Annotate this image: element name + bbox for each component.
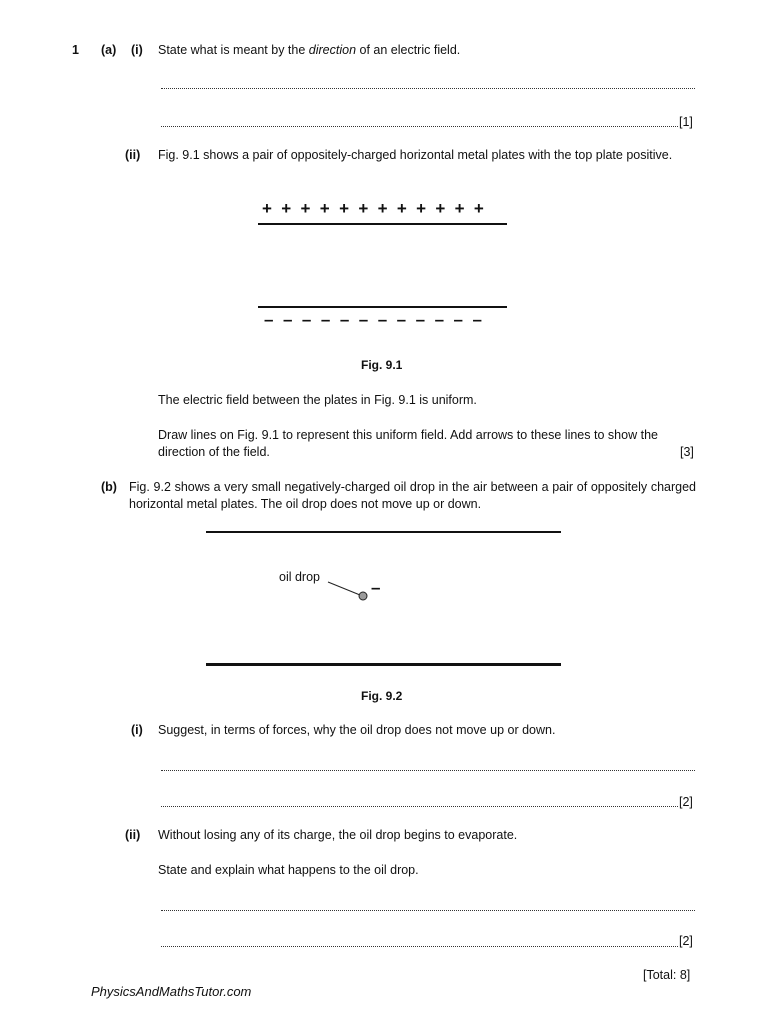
question-text-pre: State what is meant by the: [158, 43, 309, 57]
total-marks: [Total: 8]: [643, 968, 691, 982]
mark-allocation: [3]: [680, 445, 694, 459]
top-plate: [258, 223, 507, 225]
drawing-instruction: Draw lines on Fig. 9.1 to represent this uniform field. Add arrows to these lines to show the direction of the field.: [158, 428, 658, 459]
part-a-i-label: (i): [131, 43, 143, 57]
figure-caption: Fig. 9.1: [361, 358, 403, 372]
plus-sign: +: [473, 199, 484, 218]
question-text-post: of an electric field.: [356, 43, 461, 57]
mark-allocation: [1]: [679, 115, 693, 129]
plus-sign: +: [319, 199, 330, 218]
minus-sign: –: [264, 310, 274, 329]
part-a-ii-question: Fig. 9.1 shows a pair of oppositely-charged horizontal metal plates with the top plate positive.: [158, 148, 673, 162]
part-a-ii-label: (ii): [125, 148, 141, 162]
minus-sign: –: [339, 310, 350, 329]
question-number: 1: [72, 43, 79, 57]
minus-sign: –: [396, 310, 407, 329]
answer-line[interactable]: [161, 126, 678, 127]
plus-sign: +: [300, 199, 311, 218]
minus-sign: –: [320, 310, 331, 329]
oil-drop-charge: –: [371, 578, 381, 597]
minus-sign: –: [358, 310, 369, 329]
oil-drop-icon: [359, 592, 367, 600]
plus-sign: +: [454, 199, 465, 218]
part-b-question: Fig. 9.2 shows a very small negatively-charged oil drop in the air between a pair of oppositely charged horizontal metal plates. The oil drop does not move up or down.: [129, 480, 696, 511]
oil-drop-label: oil drop: [279, 570, 320, 584]
part-b-i-question: Suggest, in terms of forces, why the oil drop does not move up or down.: [158, 723, 556, 737]
negative-charges: [264, 310, 482, 330]
plus-sign: +: [435, 199, 446, 218]
answer-line[interactable]: [161, 770, 695, 771]
plus-sign: +: [281, 199, 292, 218]
bottom-plate: [206, 663, 561, 666]
bottom-plate: [258, 306, 507, 308]
part-b-i-label: (i): [131, 723, 143, 737]
uniform-field-statement: The electric field between the plates in Fig. 9.1 is uniform.: [158, 393, 477, 407]
label-leader-line: [328, 582, 360, 595]
minus-sign: –: [301, 310, 312, 329]
plus-sign: +: [262, 199, 272, 218]
positive-charges: [262, 199, 484, 219]
answer-line[interactable]: [161, 910, 695, 911]
minus-sign: –: [434, 310, 445, 329]
answer-line[interactable]: [161, 946, 678, 947]
mark-allocation: [2]: [679, 795, 693, 809]
part-a-label: (a): [101, 43, 117, 57]
plus-sign: +: [377, 199, 388, 218]
minus-sign: –: [377, 310, 388, 329]
part-b-ii-label: (ii): [125, 828, 141, 842]
plus-sign: +: [358, 199, 369, 218]
minus-sign: –: [415, 310, 426, 329]
question-text-italic: direction: [308, 43, 357, 57]
minus-sign: –: [453, 310, 463, 329]
part-a-i-question: [158, 43, 460, 57]
minus-sign: –: [472, 310, 482, 329]
mark-allocation: [2]: [679, 934, 693, 948]
part-b-ii-instruction: State and explain what happens to the oil drop.: [158, 863, 419, 877]
top-plate: [206, 531, 561, 533]
figure-caption: Fig. 9.2: [361, 689, 403, 703]
footer-site-name: PhysicsAndMathsTutor.com: [91, 984, 252, 999]
plus-sign: +: [416, 199, 427, 218]
answer-line[interactable]: [161, 88, 695, 89]
plus-sign: +: [339, 199, 349, 218]
part-b-ii-question: Without losing any of its charge, the oil drop begins to evaporate.: [158, 828, 518, 842]
minus-sign: –: [282, 310, 293, 329]
answer-line[interactable]: [161, 806, 678, 807]
part-b-label: (b): [101, 480, 117, 494]
plus-sign: +: [396, 199, 407, 218]
